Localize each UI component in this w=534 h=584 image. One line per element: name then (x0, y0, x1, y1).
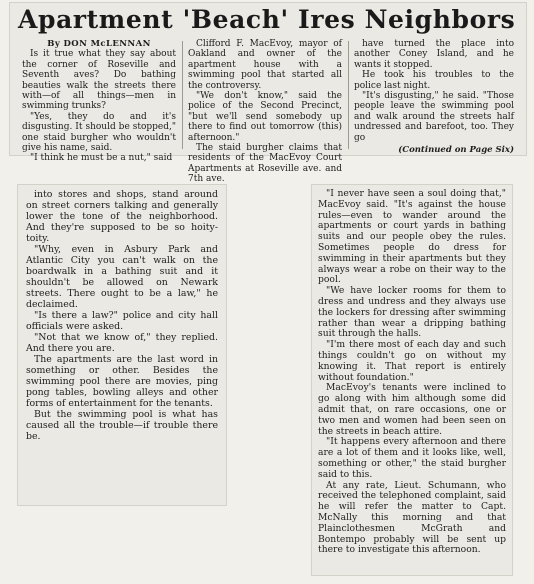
paragraph: He took his troubles to the police last night. (354, 70, 514, 91)
paragraph: The apartments are the last word in something or other. Besides the swimming pool there are movies, ping pong tables, bowling alleys and other forms of entertainment for the tenants. (26, 354, 218, 409)
paragraph: But the swimming pool is what has caused all the trouble—if trouble there be. (26, 409, 218, 442)
top-column-1 (22, 39, 176, 164)
column-rule (182, 41, 183, 149)
paragraph: "We have locker rooms for them to dress and undress and they always use the lockers for dressing after swimming rather than wear a dripping bathing suit through the halls. (318, 285, 506, 340)
continued-note: (Continued on Page Six) (398, 145, 514, 156)
paragraph: At any rate, Lieut. Schumann, who received the telephoned complaint, said he will refer the matter to Capt. McNally this morning and that Plainclothesmen McGrath and Bontempo probably will be sent up there to investigate this afternoon. (318, 479, 506, 556)
paragraph: Clifford F. MacEvoy, mayor of Oakland and owner of the apartment house with a swimming pool that started all the controversy. (188, 39, 342, 91)
paragraph: "Not that we know of," they replied. And there you are. (26, 332, 218, 354)
column-rule (348, 41, 349, 149)
left-clipping (18, 185, 226, 505)
right-column (318, 189, 506, 556)
right-clipping (312, 185, 512, 575)
byline: By DON McLENNAN (47, 39, 151, 49)
headline: Apartment 'Beach' Ires Neighbors (18, 5, 516, 34)
paragraph: "I think he must be a nut," said (30, 153, 173, 164)
top-column-2 (188, 39, 342, 185)
paragraph: "It happens every afternoon and there are a lot of them and it looks like, well, something or other," the staid burgher said to this. (318, 436, 506, 480)
top-column-3 (354, 39, 514, 155)
paragraph: "I'm there most of each day and such things couldn't go on without my knowing it. That report is entirely without foundation." (318, 339, 506, 383)
paragraph: Is it true what they say about the corner of Roseville and Seventh aves? Do bathing beauties walk the streets there with—of all things—men in swimming trunks? (22, 49, 176, 112)
paragraph: "Is there a law?" police and city hall officials were asked. (26, 310, 218, 332)
paragraph: into stores and shops, stand around on street corners talking and generally lower the tone of the neighborhood. And they're supposed to be so hoity-toity. (26, 189, 218, 244)
paragraph: The staid burgher claims that residents of the MacEvoy Court Apartments at Roseville ave. and 7th ave. (188, 143, 342, 185)
top-clipping (10, 3, 526, 185)
paragraph: "I never have seen a soul doing that," MacEvoy said. "It's against the house rules—even to wander around the apartments or court yards in bathing suits and our people obey the rules. Sometimes people do dress for swimming in their apartments but they always wear a robe on their way to the pool. (318, 188, 506, 286)
paragraph: "It's disgusting," he said. "Those people leave the swimming pool and walk around the streets half undressed and barefoot, too. They go (354, 91, 514, 143)
paragraph: MacEvoy's tenants were inclined to go along with him although some did admit that, on rare occasions, one or two men and women had been seen on the streets in beach attire. (318, 382, 506, 437)
paragraph: "We don't know," said the police of the Second Precinct, "but we'll send somebody up there to find out tomorrow (this) afternoon." (188, 91, 342, 143)
left-column (26, 189, 218, 442)
paragraph: "Yes, they do and it's disgusting. It should be stopped," one staid burgher who wouldn't give his name, said. (22, 111, 176, 154)
paragraph: "Why, even in Asbury Park and Atlantic City you can't walk on the boardwalk in a bathing suit and it shouldn't be allowed on Newark streets. There ought to be a law," he declaimed. (26, 244, 218, 310)
paragraph: have turned the place into another Coney Island, and he wants it stopped. (354, 39, 514, 70)
